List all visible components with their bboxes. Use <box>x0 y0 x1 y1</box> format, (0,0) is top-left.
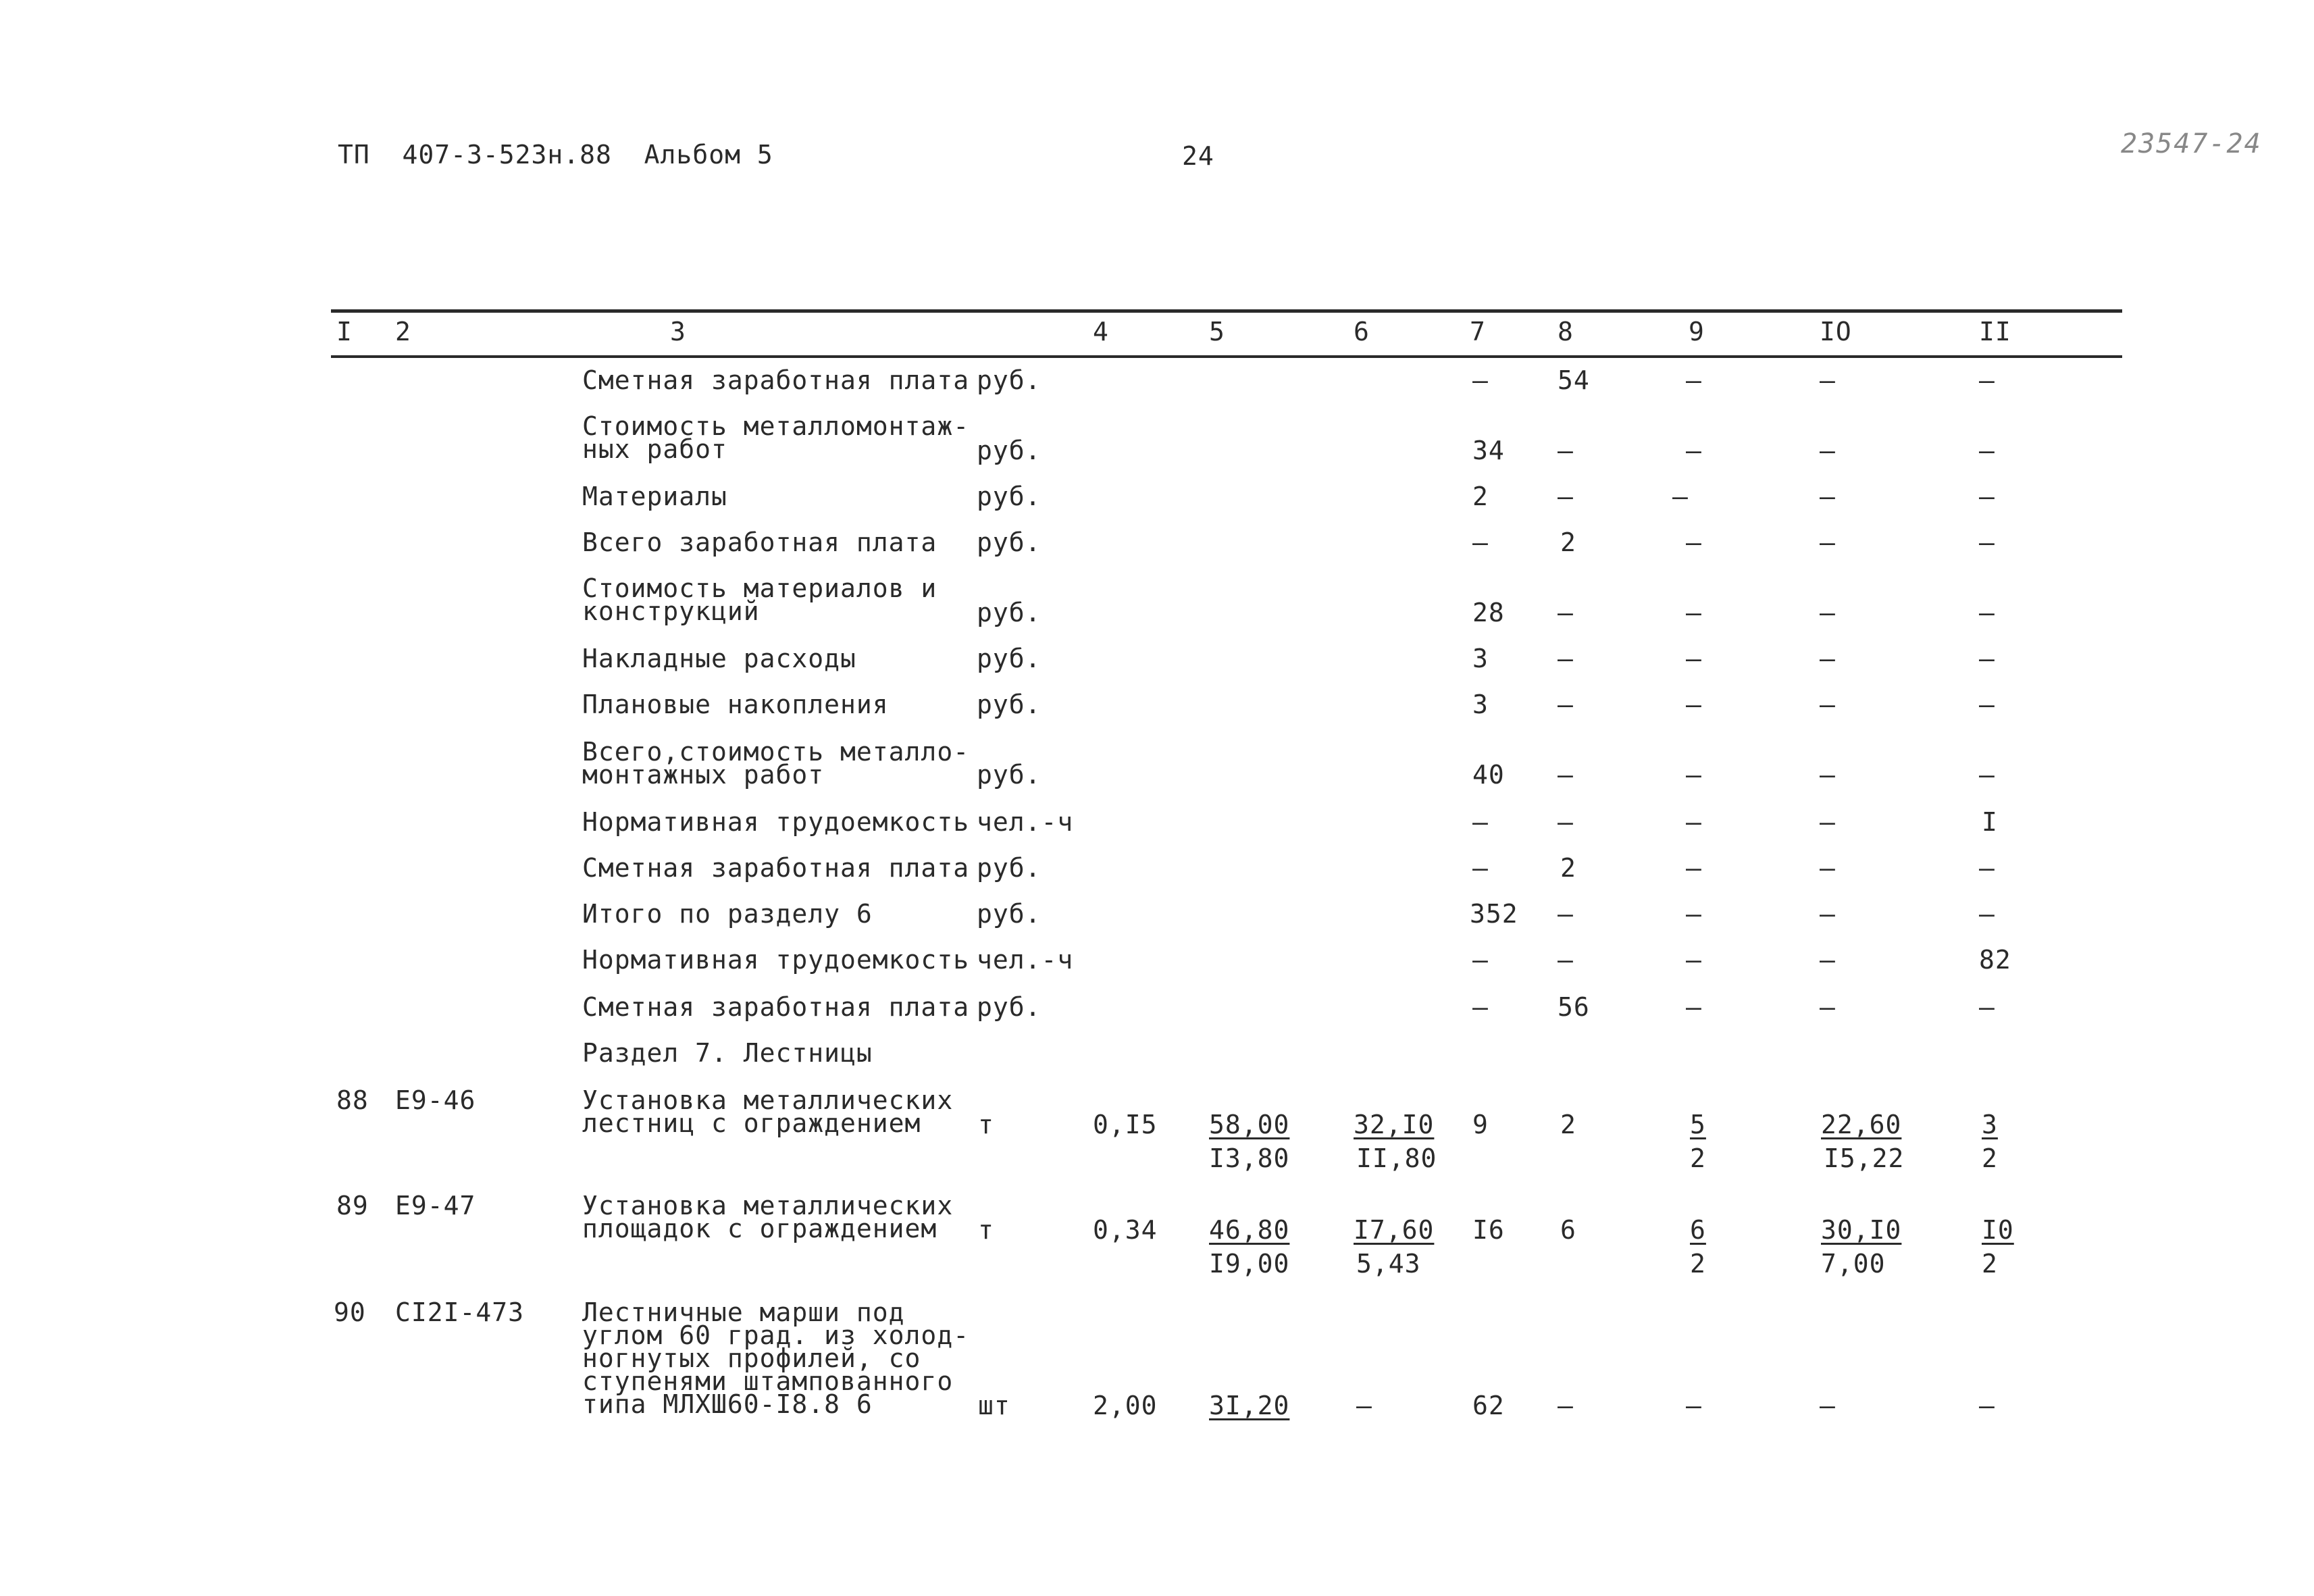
cell-c11: I <box>1982 807 1998 837</box>
cell-c10: – <box>1820 527 1836 557</box>
row-name: Нормативная трудоемкость <box>582 945 970 975</box>
cell-c5: 3I,20 <box>1209 1391 1290 1420</box>
cell-c10-bottom: 7,00 <box>1821 1249 1886 1279</box>
cell-c10: – <box>1820 436 1836 465</box>
cell-c8: – <box>1558 899 1574 929</box>
cell-c5-top: 58,00 <box>1209 1110 1290 1139</box>
cell-c10: – <box>1820 853 1836 883</box>
cell-c9: – <box>1686 807 1702 837</box>
cell-c7: – <box>1472 365 1489 395</box>
row-name: Сметная заработная плата <box>582 853 970 883</box>
col-header-7: 7 <box>1470 317 1486 346</box>
row-name: Сметная заработная плата <box>582 365 970 395</box>
cell-c11: – <box>1979 1391 1995 1420</box>
row-unit: т <box>978 1110 994 1139</box>
cell-c8: – <box>1558 760 1574 790</box>
row-unit: т <box>978 1215 994 1245</box>
cell-c8: – <box>1558 436 1574 465</box>
col-header-11: II <box>1979 317 2011 346</box>
cell-c11-top: 3 <box>1982 1110 1998 1139</box>
cell-c11: 82 <box>1979 945 2011 975</box>
row-name: Лестничные марши под углом 60 град. из холод- ногнутых профилей, со ступенями штампованного типа МЛХШ60-I8.8 6 <box>582 1297 970 1419</box>
row-name: Материалы <box>582 482 727 511</box>
row-number: 89 <box>336 1191 369 1220</box>
cell-c9: – <box>1686 853 1702 883</box>
row-name: Установка металлических площадок с ограждением <box>582 1191 954 1243</box>
cell-c11: – <box>1979 482 1995 511</box>
cell-c11: – <box>1979 644 1995 673</box>
cell-c6-bottom: 5,43 <box>1356 1249 1421 1279</box>
cell-c11: – <box>1979 598 1995 627</box>
cell-c10: – <box>1820 598 1836 627</box>
cell-c6-bottom: II,80 <box>1356 1143 1437 1173</box>
cell-c10: – <box>1820 899 1836 929</box>
document-header: ТП 407-3-523н.88 Альбом 5 <box>338 140 773 170</box>
col-header-3: 3 <box>670 317 686 346</box>
cell-c10: – <box>1820 992 1836 1022</box>
row-unit: руб. <box>977 644 1042 673</box>
row-unit: руб. <box>977 598 1042 627</box>
row-name: Установка металлических лестниц с ограждением <box>582 1085 954 1138</box>
col-header-8: 8 <box>1558 317 1574 346</box>
cell-c10: – <box>1820 644 1836 673</box>
cell-c7: 34 <box>1472 436 1505 465</box>
cell-c9: – <box>1686 899 1702 929</box>
row-unit: руб. <box>977 436 1042 465</box>
row-unit: чел.-ч <box>977 807 1074 837</box>
section-heading: Раздел 7. Лестницы <box>582 1038 873 1068</box>
cell-c9: – <box>1686 992 1702 1022</box>
cell-c10: – <box>1820 690 1836 719</box>
col-header-2: 2 <box>395 317 411 346</box>
col-header-5: 5 <box>1209 317 1225 346</box>
row-name: Сметная заработная плата <box>582 992 970 1022</box>
row-name: Всего,стоимость металло- монтажных работ <box>582 737 970 790</box>
cell-c9-bottom: 2 <box>1690 1143 1706 1173</box>
cell-c7: 62 <box>1472 1391 1505 1420</box>
cell-c8: 6 <box>1560 1215 1576 1245</box>
cell-c10-top: 22,60 <box>1821 1110 1902 1139</box>
cell-c7: 3 <box>1472 644 1489 673</box>
archive-stamp: 23547-24 <box>2121 128 2262 159</box>
cell-c9: – <box>1686 945 1702 975</box>
row-number: 90 <box>334 1297 366 1327</box>
cell-c9: – <box>1686 644 1702 673</box>
cell-c7: – <box>1472 853 1489 883</box>
cell-c8: – <box>1558 945 1574 975</box>
row-name: Стоимость металломонтаж- ных работ <box>582 411 970 464</box>
row-code: Е9-47 <box>395 1191 476 1220</box>
cell-c6-top: 32,I0 <box>1354 1110 1435 1139</box>
cell-c7: I6 <box>1472 1215 1505 1245</box>
row-name: Плановые накопления <box>582 690 889 719</box>
cell-c4: 0,I5 <box>1093 1110 1158 1139</box>
cell-c7: – <box>1472 807 1489 837</box>
cell-c8: 2 <box>1560 1110 1576 1139</box>
cell-c9: – <box>1686 1391 1702 1420</box>
cell-c8: 2 <box>1560 853 1576 883</box>
col-header-6: 6 <box>1354 317 1370 346</box>
col-header-9: 9 <box>1689 317 1705 346</box>
row-name: Стоимость материалов и конструкций <box>582 573 937 626</box>
cell-c7: – <box>1472 945 1489 975</box>
cell-c7: 9 <box>1472 1110 1489 1139</box>
cell-c10: – <box>1820 365 1836 395</box>
cell-c10: – <box>1820 760 1836 790</box>
page-number: 24 <box>1182 141 1214 171</box>
row-unit: шт <box>978 1391 1010 1420</box>
cell-c5-bottom: I3,80 <box>1209 1143 1290 1173</box>
row-code: СI2I-473 <box>395 1297 525 1327</box>
cell-c9: – <box>1686 690 1702 719</box>
cell-c5-bottom: I9,00 <box>1209 1249 1290 1279</box>
cell-c9: – <box>1672 482 1689 511</box>
cell-c11: – <box>1979 690 1995 719</box>
cell-c8: 2 <box>1560 527 1576 557</box>
cell-c4: 0,34 <box>1093 1215 1158 1245</box>
cell-c6-top: I7,60 <box>1354 1215 1435 1245</box>
cell-c9: – <box>1686 760 1702 790</box>
cell-c5-top: 46,80 <box>1209 1215 1290 1245</box>
row-unit: руб. <box>977 899 1042 929</box>
col-header-4: 4 <box>1093 317 1109 346</box>
cell-c7: 2 <box>1472 482 1489 511</box>
cell-c7: 352 <box>1470 899 1518 929</box>
cell-c8: – <box>1558 644 1574 673</box>
row-unit: руб. <box>977 527 1042 557</box>
table-top-rule <box>331 309 2122 313</box>
cell-c8: – <box>1558 690 1574 719</box>
cell-c11: – <box>1979 760 1995 790</box>
row-unit: руб. <box>977 760 1042 790</box>
row-name: Всего заработная плата <box>582 527 937 557</box>
row-unit: руб. <box>977 853 1042 883</box>
cell-c11: – <box>1979 365 1995 395</box>
row-unit: руб. <box>977 690 1042 719</box>
cell-c7: 40 <box>1472 760 1505 790</box>
table-header-rule <box>331 355 2122 358</box>
cell-c11: – <box>1979 992 1995 1022</box>
row-name: Накладные расходы <box>582 644 856 673</box>
row-code: Е9-46 <box>395 1085 476 1115</box>
cell-c8: 56 <box>1558 992 1590 1022</box>
cell-c10-top: 30,I0 <box>1821 1215 1902 1245</box>
row-name: Нормативная трудоемкость <box>582 807 970 837</box>
cell-c7: – <box>1472 992 1489 1022</box>
cell-c8: – <box>1558 598 1574 627</box>
cell-c11-bottom: 2 <box>1982 1249 1998 1279</box>
cell-c4: 2,00 <box>1093 1391 1158 1420</box>
cell-c9-top: 5 <box>1690 1110 1706 1139</box>
col-header-10: IO <box>1820 317 1852 346</box>
cell-c7: – <box>1472 527 1489 557</box>
cell-c7: 3 <box>1472 690 1489 719</box>
cell-c9-top: 6 <box>1690 1215 1706 1245</box>
cell-c7: 28 <box>1472 598 1505 627</box>
cell-c9-bottom: 2 <box>1690 1249 1706 1279</box>
cell-c9: – <box>1686 527 1702 557</box>
cell-c11: – <box>1979 899 1995 929</box>
cell-c10: – <box>1820 482 1836 511</box>
row-unit: руб. <box>977 992 1042 1022</box>
row-name: Итого по разделу 6 <box>582 899 873 929</box>
cell-c6: – <box>1356 1391 1372 1420</box>
cell-c10: – <box>1820 945 1836 975</box>
cell-c11: – <box>1979 436 1995 465</box>
row-unit: руб. <box>977 482 1042 511</box>
cell-c8: 54 <box>1558 365 1590 395</box>
cell-c10: – <box>1820 807 1836 837</box>
cell-c8: – <box>1558 482 1574 511</box>
col-header-1: I <box>336 317 353 346</box>
row-unit: руб. <box>977 365 1042 395</box>
cell-c11-top: I0 <box>1982 1215 2014 1245</box>
cell-c10: – <box>1820 1391 1836 1420</box>
cell-c9: – <box>1686 598 1702 627</box>
cell-c8: – <box>1558 1391 1574 1420</box>
cell-c11-bottom: 2 <box>1982 1143 1998 1173</box>
row-number: 88 <box>336 1085 369 1115</box>
cell-c11: – <box>1979 853 1995 883</box>
cell-c8: – <box>1558 807 1574 837</box>
cell-c9: – <box>1686 436 1702 465</box>
row-unit: чел.-ч <box>977 945 1074 975</box>
cell-c9: – <box>1686 365 1702 395</box>
cell-c10-bottom: I5,22 <box>1824 1143 1905 1173</box>
cell-c11: – <box>1979 527 1995 557</box>
